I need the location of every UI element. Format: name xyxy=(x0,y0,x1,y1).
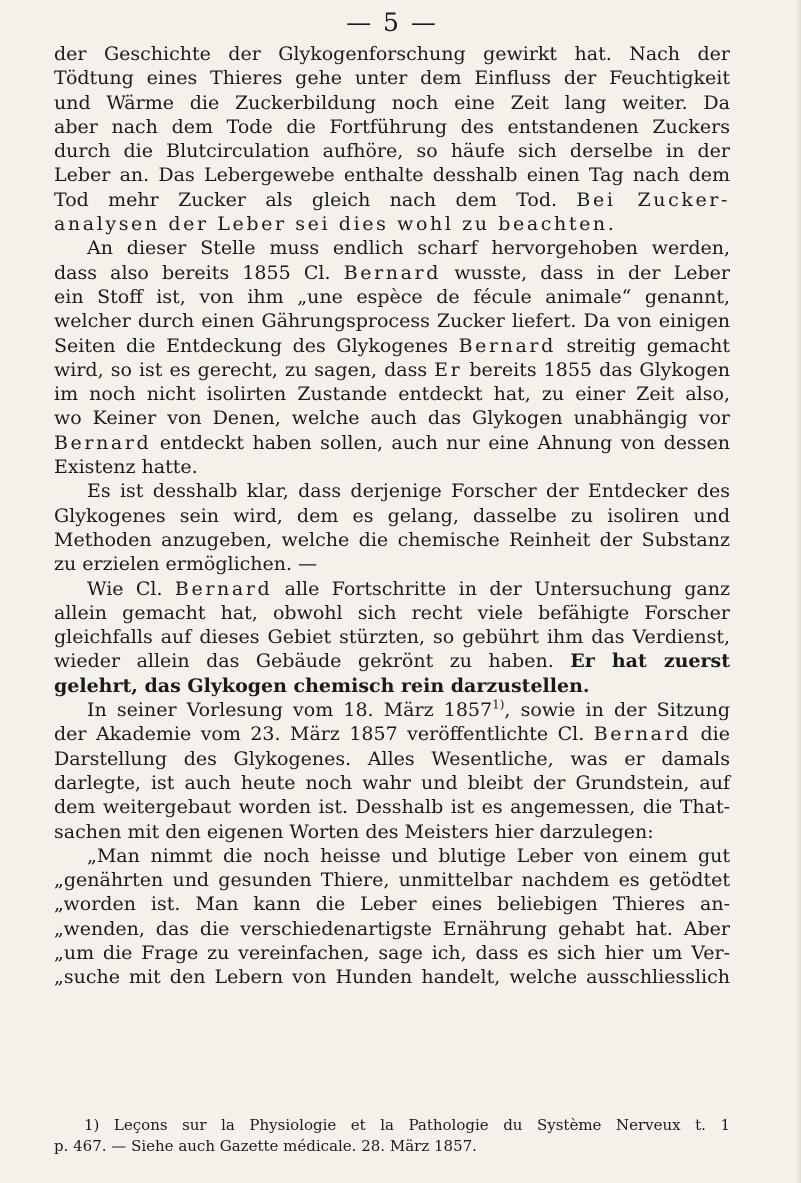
text-line xyxy=(54,188,730,212)
author-name: Bernard xyxy=(343,261,442,284)
quote-line xyxy=(54,941,730,965)
text-segment: alle Fortschritte in der Untersuchung ganz xyxy=(284,577,731,600)
text-segment: dem weitergebaut worden ist. Desshalb ist es angemessen, die That- xyxy=(54,796,730,819)
text-segment: durch die Blutcirculation aufhöre, so häufe sich derselbe in der xyxy=(54,140,730,163)
text-line xyxy=(54,334,730,358)
text-segment: Methoden anzugeben, welche die chemische Reinheit der Substanz xyxy=(54,528,730,551)
text-segment: In seiner Vorlesung vom 18. März 1857 xyxy=(87,699,493,722)
text-segment: Seiten die Entdeckung des Glykogenes xyxy=(54,334,448,357)
text-line xyxy=(54,139,730,163)
text-segment: „genährten und gesunden Thiere, unmittelbar nachdem es getödtet xyxy=(54,869,730,892)
text-segment: Darstellung des Glykogenes. Alles Wesentliche, was er damals xyxy=(54,747,730,770)
text-line xyxy=(54,358,730,382)
text-segment: der Akademie vom 23. März 1857 veröffentlichte Cl. xyxy=(54,723,585,746)
text-segment: aber nach dem Tode die Fortführung des entstandenen Zuckers xyxy=(54,115,730,138)
spaced-emphasis: analysen der Leber sei dies wohl zu beachten. xyxy=(54,213,617,236)
text-segment: An dieser Stelle muss endlich scharf hervorgehoben werden, xyxy=(87,237,730,260)
text-segment: Tödtung eines Thieres gehe unter dem Einfluss der Feuchtigkeit xyxy=(54,67,730,90)
text-segment: Glykogenes sein wird, dem es gelang, dasselbe zu isoliren und xyxy=(54,504,730,527)
text-segment: wird, so ist es gerecht, zu sagen, dass xyxy=(54,358,428,381)
text-line xyxy=(54,455,730,479)
text-segment: zu erzielen ermöglichen. — xyxy=(54,553,318,576)
text-segment: im noch nicht isolirten Zustande entdeckt hat, zu einer Zeit also, xyxy=(54,383,730,406)
text-line xyxy=(54,504,730,528)
text-segment: Leber an. Das Lebergewebe enthalte desshalb einen Tag nach dem xyxy=(54,164,730,187)
text-line xyxy=(54,747,730,771)
footnote-line: 1) Leçons sur la Physiologie et la Pathologie du Système Nerveux t. 1 xyxy=(84,1116,730,1134)
text-segment: allein gemacht hat, obwohl sich recht viele befähigte Forscher xyxy=(54,601,730,624)
text-segment: , sowie in der Sitzung xyxy=(504,699,730,722)
text-line xyxy=(54,431,730,455)
text-segment: dass also bereits 1855 Cl. xyxy=(54,261,331,284)
page-number: — 5 — xyxy=(346,8,438,37)
text-line xyxy=(54,649,730,673)
text-line xyxy=(54,577,730,601)
text-segment: welcher durch einen Gährungsprocess Zucker liefert. Da von einigen xyxy=(54,310,730,333)
footnotes xyxy=(54,1115,730,1157)
page-edge-shadow xyxy=(795,0,801,1183)
text-line xyxy=(54,382,730,406)
quote-line xyxy=(54,917,730,941)
text-line xyxy=(54,236,730,260)
text-line xyxy=(54,625,730,649)
footnote-line: p. 467. — Siehe auch Gazette médicale. 28. März 1857. xyxy=(54,1137,477,1155)
text-line xyxy=(54,674,730,698)
text-segment: wieder allein das Gebäude gekrönt zu haben. xyxy=(54,650,554,673)
quote-line xyxy=(54,868,730,892)
text-line xyxy=(54,261,730,285)
quote-line xyxy=(54,844,730,868)
author-name: Bernard xyxy=(174,577,273,600)
text-segment: „worden ist. Man kann die Leber eines beliebigen Thieres an- xyxy=(54,893,730,916)
author-name: Bernard xyxy=(593,723,692,746)
text-segment: bereits 1855 das Glykogen xyxy=(469,358,730,381)
text-line xyxy=(54,601,730,625)
text-segment: wo Keiner von Denen, welche auch das Glykogen unabhängig vor xyxy=(54,407,730,430)
text-segment: Existenz hatte. xyxy=(54,456,198,479)
text-segment: darlegte, ist auch heute noch wahr und bleibt der Grundstein, auf xyxy=(54,771,730,794)
text-line xyxy=(54,698,730,722)
text-line xyxy=(54,42,730,66)
book-page xyxy=(54,0,730,1183)
spaced-emphasis: Er xyxy=(434,358,463,381)
text-segment: die xyxy=(700,723,730,746)
text-segment: und Wärme die Zuckerbildung noch eine Zeit lang weiter. Da xyxy=(54,91,730,114)
text-segment: „Man nimmt die noch heisse und blutige Leber von einem gut xyxy=(87,844,730,867)
text-segment: sachen mit den eigenen Worten des Meisters hier darzulegen: xyxy=(54,820,654,843)
text-segment: „um die Frage zu vereinfachen, sage ich, dass es sich hier um Ver- xyxy=(54,941,730,964)
text-segment: Tod mehr Zucker als gleich nach dem Tod. xyxy=(54,188,558,211)
body-text xyxy=(54,42,730,990)
text-line xyxy=(54,212,730,236)
text-segment: gleichfalls auf dieses Gebiet stürzten, so gebührt ihm das Verdienst, xyxy=(54,626,730,649)
author-name: Bernard xyxy=(54,431,152,454)
text-line xyxy=(54,285,730,309)
text-segment: entdeckt haben sollen, auch nur eine Ahnung von dessen xyxy=(159,431,730,454)
bold-emphasis: Er hat zuerst xyxy=(570,650,730,673)
quote-line xyxy=(54,892,730,916)
bold-emphasis: gelehrt, das Glykogen chemisch rein darzustellen. xyxy=(54,674,590,697)
text-line xyxy=(54,479,730,503)
text-line xyxy=(54,552,730,576)
text-segment: Wie Cl. xyxy=(87,577,163,600)
author-name: Bernard xyxy=(458,334,556,357)
text-segment: ein Stoff ist, von ihm „une espèce de fécule animale“ genannt, xyxy=(54,285,730,308)
text-line xyxy=(54,771,730,795)
text-line xyxy=(54,115,730,139)
text-line xyxy=(54,406,730,430)
text-segment: Es ist desshalb klar, dass derjenige Forscher der Entdecker des xyxy=(87,480,730,503)
text-line xyxy=(54,66,730,90)
text-line xyxy=(54,722,730,746)
text-segment: der Geschichte der Glykogenforschung gewirkt hat. Nach der xyxy=(54,43,730,65)
text-segment: „wenden, das die verschiedenartigste Ernährung gehabt hat. Aber xyxy=(54,917,730,940)
text-line xyxy=(54,163,730,187)
text-line xyxy=(54,91,730,115)
quote-line xyxy=(54,965,730,989)
text-line xyxy=(54,795,730,819)
spaced-emphasis: Bei Zucker- xyxy=(576,188,730,211)
text-line xyxy=(54,309,730,333)
text-segment: wusste, dass in der Leber xyxy=(454,261,730,284)
footnote-marker: 1) xyxy=(492,697,505,712)
text-segment: streitig gemacht xyxy=(566,334,730,357)
text-line xyxy=(54,820,730,844)
text-line xyxy=(54,528,730,552)
text-segment: „suche mit den Lebern von Hunden handelt, welche ausschliesslich xyxy=(54,966,730,989)
